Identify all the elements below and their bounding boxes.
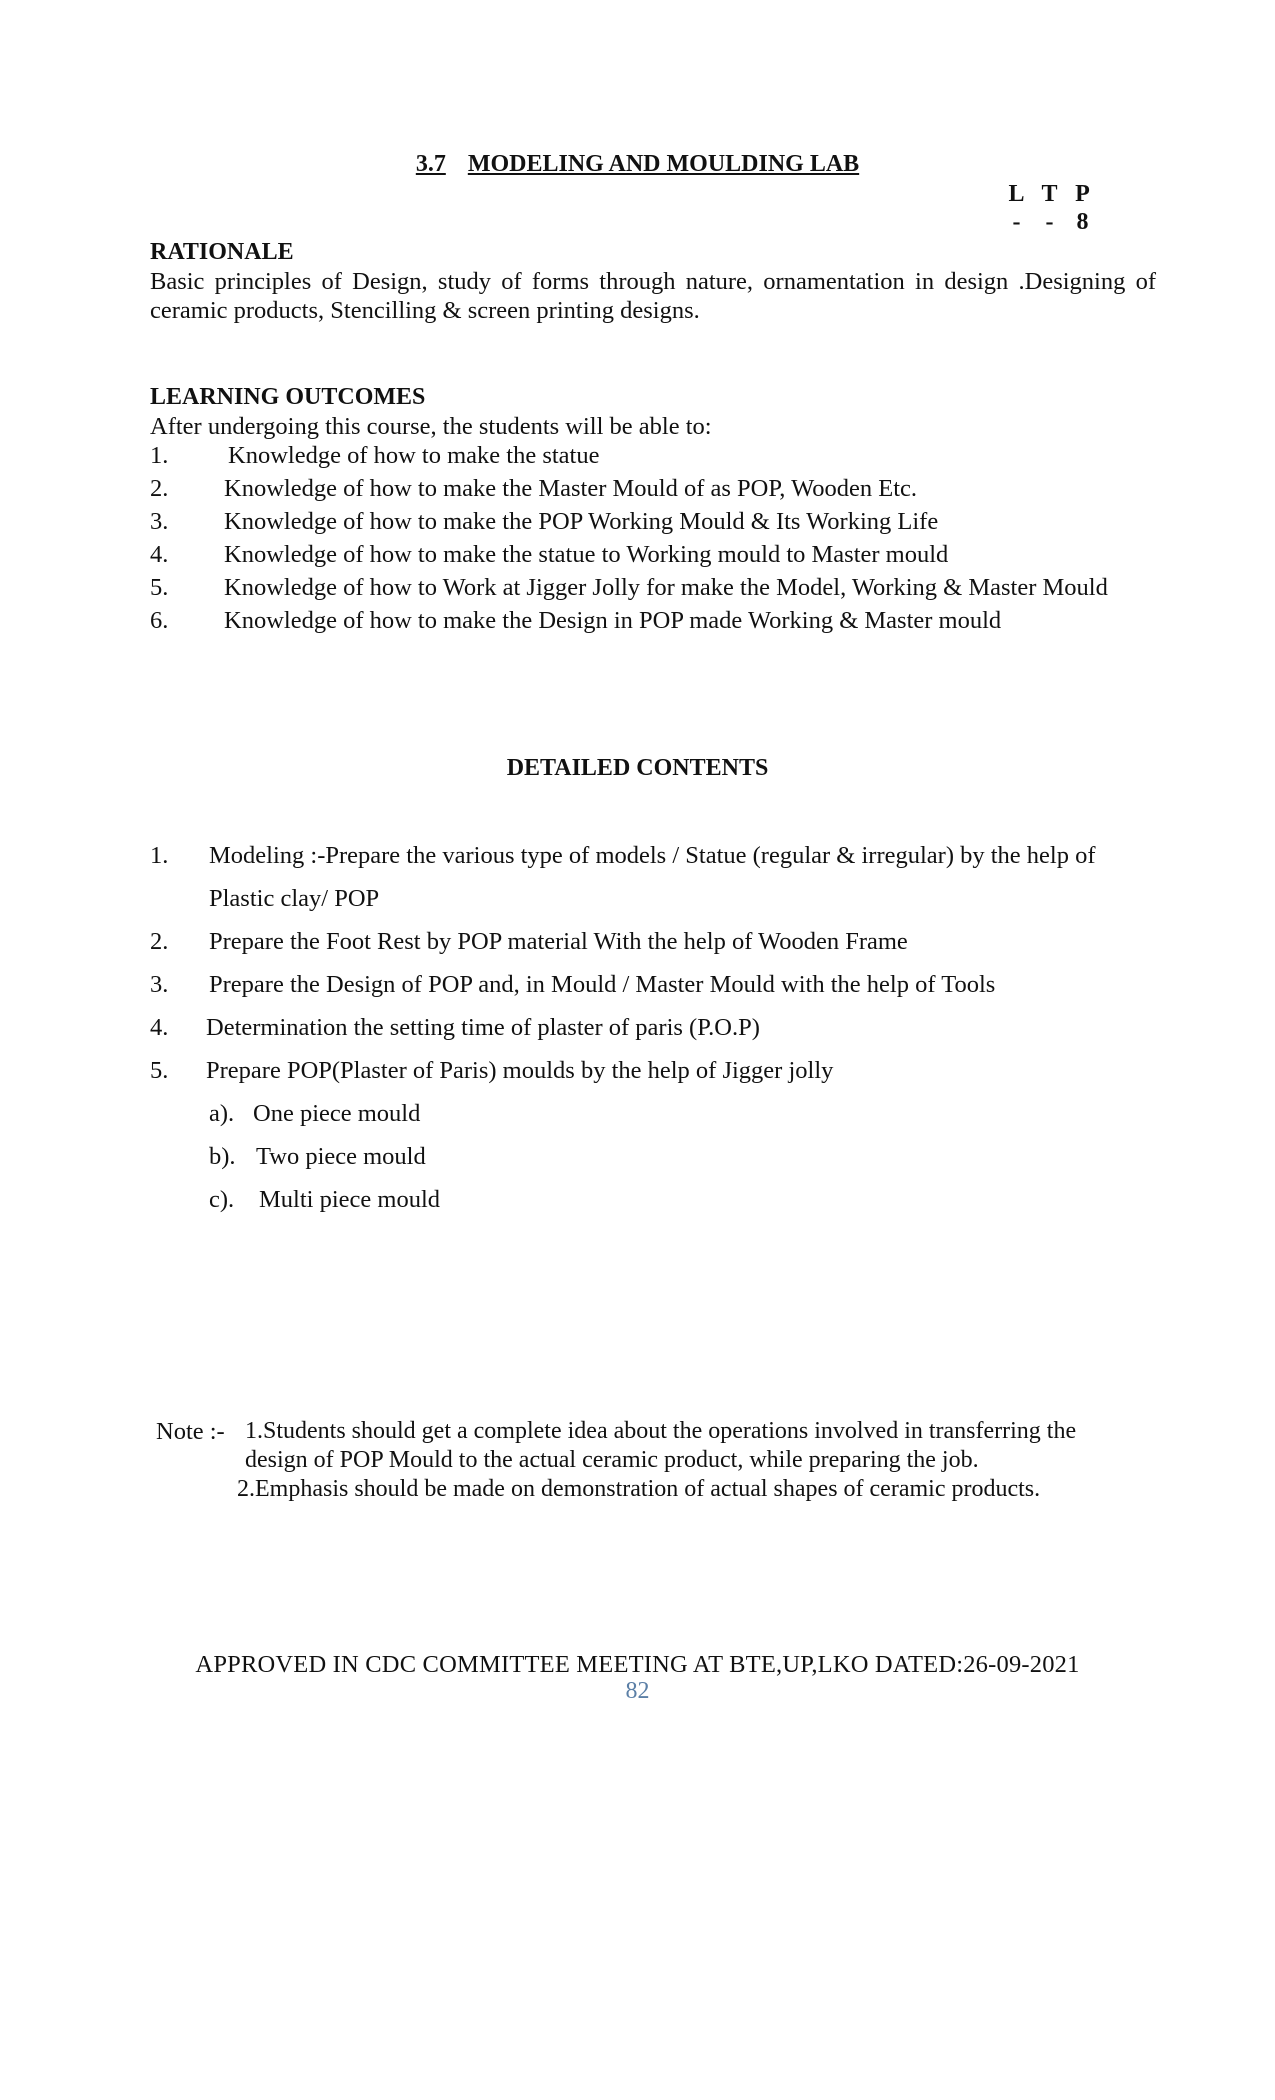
item-text: Prepare the Design of POP and, in Mould / Master Mould with the help of Tools bbox=[209, 971, 996, 998]
item-number: 4. bbox=[150, 541, 169, 568]
ltp-values bbox=[1000, 208, 1099, 237]
content-item bbox=[150, 841, 1096, 870]
ltp-label-p: P bbox=[1075, 181, 1090, 207]
content-item bbox=[150, 1056, 833, 1085]
subitem-label: a). bbox=[209, 1100, 235, 1127]
ltp-label-l: L bbox=[1008, 181, 1025, 207]
ltp-value-p: 8 bbox=[1076, 209, 1089, 235]
content-item bbox=[150, 927, 908, 956]
item-number: 1. bbox=[150, 442, 169, 469]
item-text: Knowledge of how to Work at Jigger Jolly for make the Model, Working & Master Mould bbox=[224, 574, 1108, 601]
item-number: 3. bbox=[150, 508, 169, 535]
item-number: 4. bbox=[150, 1014, 169, 1041]
learning-outcomes-heading: LEARNING OUTCOMES bbox=[150, 384, 426, 410]
learning-outcome-item bbox=[150, 540, 948, 569]
item-text: Knowledge of how to make the Master Mould of as POP, Wooden Etc. bbox=[224, 475, 917, 502]
note-line-1: 1.Students should get a complete idea about the operations involved in transferring the bbox=[245, 1418, 1077, 1444]
content-item bbox=[150, 970, 995, 999]
item-text: Knowledge of how to make the statue bbox=[228, 442, 600, 469]
content-subitem bbox=[209, 1185, 440, 1214]
section-number: 3.7 bbox=[415, 151, 446, 177]
content-item bbox=[150, 1013, 760, 1042]
content-subitem bbox=[209, 1099, 420, 1128]
rationale-heading: RATIONALE bbox=[150, 239, 294, 265]
item-number: 6. bbox=[150, 607, 169, 634]
item-number: 5. bbox=[150, 1057, 169, 1084]
item-number: 5. bbox=[150, 574, 169, 601]
item-text: Knowledge of how to make the statue to Working mould to Master mould bbox=[224, 541, 949, 568]
subitem-text: One piece mould bbox=[253, 1100, 421, 1127]
learning-outcome-item bbox=[150, 474, 917, 503]
note-label: Note :- bbox=[156, 1418, 225, 1445]
item-text: Prepare POP(Plaster of Paris) moulds by the help of Jigger jolly bbox=[206, 1057, 834, 1084]
subitem-label: c). bbox=[209, 1186, 235, 1213]
item-number: 3. bbox=[150, 971, 169, 998]
page-number: 82 bbox=[625, 1678, 650, 1704]
approval-footer: APPROVED IN CDC COMMITTEE MEETING AT BTE,UP,LKO DATED:26-09-2021 bbox=[195, 1651, 1080, 1678]
note-line-2: design of POP Mould to the actual ceramic product, while preparing the job. bbox=[245, 1447, 979, 1473]
item-text: Modeling :-Prepare the various type of models / Statue (regular & irregular) by the help of bbox=[209, 842, 1096, 869]
page-title bbox=[0, 150, 1275, 179]
note-line-3: 2.Emphasis should be made on demonstration of actual shapes of ceramic products. bbox=[237, 1476, 1041, 1502]
content-item-continuation: Plastic clay/ POP bbox=[209, 885, 380, 912]
learning-outcome-item bbox=[150, 606, 1001, 635]
learning-outcome-item bbox=[150, 441, 599, 470]
ltp-header bbox=[1000, 180, 1099, 209]
learning-outcome-item bbox=[150, 507, 938, 536]
section-title: MODELING AND MOULDING LAB bbox=[467, 151, 860, 177]
item-text: Prepare the Foot Rest by POP material With the help of Wooden Frame bbox=[209, 928, 908, 955]
subitem-label: b). bbox=[209, 1143, 236, 1170]
item-number: 2. bbox=[150, 928, 169, 955]
ltp-label-t: T bbox=[1041, 181, 1058, 207]
detailed-contents-heading: DETAILED CONTENTS bbox=[506, 755, 769, 781]
rationale-text: Basic principles of Design, study of forms through nature, ornamentation in design .Designing of ceramic products, Stencilling & screen printing designs. bbox=[150, 268, 1156, 324]
item-number: 1. bbox=[150, 842, 169, 869]
item-number: 2. bbox=[150, 475, 169, 502]
learning-outcomes-intro: After undergoing this course, the students will be able to: bbox=[150, 413, 712, 440]
ltp-value-t: - bbox=[1045, 209, 1054, 235]
item-text: Knowledge of how to make the POP Working Mould & Its Working Life bbox=[224, 508, 939, 535]
ltp-value-l: - bbox=[1012, 209, 1021, 235]
learning-outcome-item bbox=[150, 573, 1108, 602]
subitem-text: Two piece mould bbox=[256, 1143, 426, 1170]
item-text: Determination the setting time of plaster of paris (P.O.P) bbox=[206, 1014, 760, 1041]
content-subitem bbox=[209, 1142, 426, 1171]
item-text: Knowledge of how to make the Design in POP made Working & Master mould bbox=[224, 607, 1002, 634]
subitem-text: Multi piece mould bbox=[259, 1186, 440, 1213]
